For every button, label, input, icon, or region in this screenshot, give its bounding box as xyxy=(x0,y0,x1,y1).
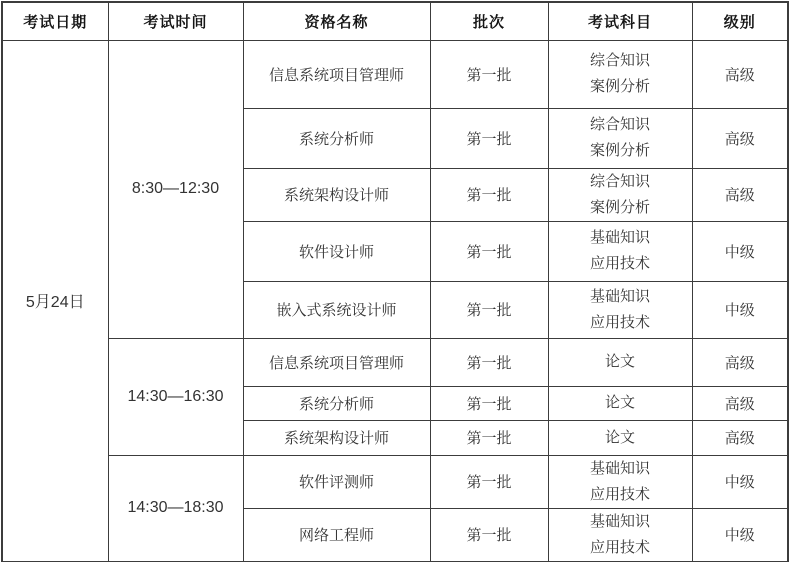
qualification-name-cell: 软件评测师 xyxy=(243,455,430,508)
subject-line: 案例分析 xyxy=(589,142,650,159)
batch-cell: 第一批 xyxy=(430,168,548,221)
level-cell: 中级 xyxy=(692,455,788,508)
subject-line: 应用技术 xyxy=(589,485,650,503)
header-level: 级别 xyxy=(692,2,788,40)
table-row xyxy=(2,338,788,386)
subject-line: 案例分析 xyxy=(589,198,650,216)
header-row xyxy=(2,2,788,40)
level-cell: 中级 xyxy=(692,281,788,338)
subject-line: 基础知识 xyxy=(589,459,650,477)
batch-cell: 第一批 xyxy=(430,281,548,338)
exam-schedule-table xyxy=(1,1,789,562)
level-cell: 高级 xyxy=(692,168,788,221)
header-exam-date: 考试日期 xyxy=(2,2,108,40)
subject-cell xyxy=(548,281,692,338)
date-cell: 5月24日 xyxy=(2,40,108,561)
qualification-name-cell: 信息系统项目管理师 xyxy=(243,40,430,108)
level-cell: 高级 xyxy=(692,386,788,420)
subject-cell xyxy=(548,455,692,508)
table-row xyxy=(2,455,788,508)
header-qualification-name: 资格名称 xyxy=(243,2,430,40)
qualification-name-cell: 系统分析师 xyxy=(243,386,430,420)
subject-line: 基础知识 xyxy=(589,229,650,246)
subject-line: 应用技术 xyxy=(589,538,650,556)
qualification-name-cell: 信息系统项目管理师 xyxy=(243,338,430,386)
subject-cell xyxy=(548,338,692,386)
level-cell: 高级 xyxy=(692,40,788,108)
subject-line: 论文 xyxy=(604,353,635,370)
subject-line: 应用技术 xyxy=(589,313,650,331)
qualification-name-cell: 系统架构设计师 xyxy=(243,420,430,455)
subject-cell xyxy=(548,420,692,455)
level-cell: 中级 xyxy=(692,221,788,281)
batch-cell: 第一批 xyxy=(430,40,548,108)
batch-cell: 第一批 xyxy=(430,455,548,508)
subject-cell xyxy=(548,386,692,420)
time-cell-afternoon-2: 14:30—18:30 xyxy=(108,455,243,561)
header-exam-subject: 考试科目 xyxy=(548,2,692,40)
header-exam-time: 考试时间 xyxy=(108,2,243,40)
level-cell: 高级 xyxy=(692,420,788,455)
time-cell-afternoon-1: 14:30—16:30 xyxy=(108,338,243,455)
batch-cell: 第一批 xyxy=(430,108,548,168)
subject-line: 论文 xyxy=(604,394,635,411)
subject-cell xyxy=(548,168,692,221)
subject-line: 基础知识 xyxy=(589,512,650,530)
subject-line: 综合知识 xyxy=(589,172,650,190)
time-cell-morning: 8:30—12:30 xyxy=(108,40,243,338)
batch-cell: 第一批 xyxy=(430,508,548,561)
subject-cell xyxy=(548,40,692,108)
subject-line: 应用技术 xyxy=(589,255,650,272)
batch-cell: 第一批 xyxy=(430,338,548,386)
subject-cell xyxy=(548,221,692,281)
subject-line: 综合知识 xyxy=(589,116,650,133)
subject-line: 基础知识 xyxy=(589,287,650,305)
level-cell: 中级 xyxy=(692,508,788,561)
table-row xyxy=(2,40,788,108)
batch-cell: 第一批 xyxy=(430,221,548,281)
header-batch: 批次 xyxy=(430,2,548,40)
subject-line: 论文 xyxy=(604,428,635,446)
qualification-name-cell: 软件设计师 xyxy=(243,221,430,281)
subject-cell xyxy=(548,108,692,168)
subject-line: 案例分析 xyxy=(589,78,650,95)
subject-line: 综合知识 xyxy=(589,52,650,69)
level-cell: 高级 xyxy=(692,338,788,386)
qualification-name-cell: 系统分析师 xyxy=(243,108,430,168)
batch-cell: 第一批 xyxy=(430,420,548,455)
batch-cell: 第一批 xyxy=(430,386,548,420)
level-cell: 高级 xyxy=(692,108,788,168)
qualification-name-cell: 嵌入式系统设计师 xyxy=(243,281,430,338)
qualification-name-cell: 网络工程师 xyxy=(243,508,430,561)
subject-cell xyxy=(548,508,692,561)
qualification-name-cell: 系统架构设计师 xyxy=(243,168,430,221)
